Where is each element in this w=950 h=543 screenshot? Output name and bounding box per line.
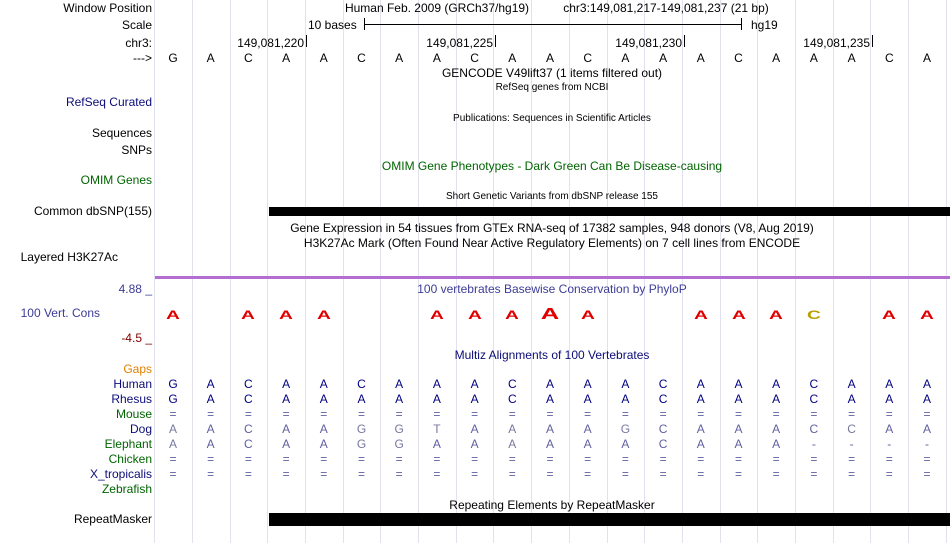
- alignment-base: A: [206, 377, 215, 391]
- alignment-base: =: [772, 407, 780, 421]
- alignment-base: =: [848, 452, 856, 466]
- track-label-column: [0, 0, 154, 543]
- phylop-logo-base: A: [166, 308, 180, 322]
- species-label[interactable]: Chicken: [108, 452, 152, 466]
- gridline: [343, 0, 344, 543]
- ruler-tick: [495, 35, 496, 47]
- alignment-base: A: [282, 422, 291, 436]
- phylop-logo-base: A: [731, 308, 746, 322]
- alignment-base: G: [394, 437, 404, 451]
- alignment-base: =: [621, 467, 629, 481]
- species-label[interactable]: Dog: [129, 422, 152, 436]
- alignment-base: =: [584, 467, 592, 481]
- gridline: [456, 0, 457, 543]
- ruler-tick: [684, 35, 685, 47]
- alignment-base: C: [244, 377, 253, 391]
- alignment-base: A: [206, 422, 215, 436]
- phylop-logo-base: A: [467, 308, 482, 322]
- refseq-curated-label[interactable]: RefSeq Curated: [65, 95, 152, 109]
- gridline: [154, 0, 155, 543]
- alignment-base: C: [809, 422, 819, 436]
- alignment-base: G: [356, 437, 367, 451]
- dbsnp-feature-bar[interactable]: [269, 207, 950, 216]
- alignment-base: A: [319, 392, 328, 406]
- cons-max-label: 4.88 _: [118, 282, 152, 296]
- alignment-base: =: [584, 407, 592, 421]
- alignment-base: =: [546, 407, 554, 421]
- phylop-logo-base: A: [769, 308, 784, 322]
- gtex-track-title[interactable]: Gene Expression in 54 tissues from GTEx RNA-seq of 17382 samples, 948 donors (V8, Aug 2019): [290, 221, 814, 235]
- sequence-base: A: [847, 51, 856, 65]
- alignment-base: C: [244, 437, 253, 451]
- species-label[interactable]: Elephant: [104, 437, 152, 451]
- alignment-base: A: [282, 392, 291, 406]
- publications-track-title[interactable]: Publications: Sequences in Scientific Articles: [453, 113, 651, 124]
- alignment-base: A: [545, 422, 554, 436]
- alignment-base: =: [395, 407, 403, 421]
- alignment-base: A: [206, 392, 215, 406]
- alignment-base: A: [734, 392, 743, 406]
- alignment-base: A: [395, 392, 404, 406]
- alignment-base: =: [772, 467, 780, 481]
- alignment-base: =: [659, 467, 667, 481]
- alignment-base: A: [772, 377, 781, 391]
- scale-bases-label: 10 bases: [308, 18, 357, 32]
- alignment-base: =: [848, 467, 856, 481]
- gridline: [870, 0, 871, 543]
- sequence-base: A: [696, 51, 705, 65]
- alignment-base: =: [508, 407, 516, 421]
- phylop-logo-base: A: [882, 308, 897, 322]
- track-area[interactable]: [155, 0, 950, 543]
- alignment-base: A: [922, 392, 931, 406]
- alignment-base: A: [772, 422, 781, 436]
- scale-label: Scale: [121, 18, 152, 32]
- window-position-label: Window Position: [63, 1, 152, 15]
- gaps-label[interactable]: Gaps: [123, 362, 152, 376]
- sequence-base: G: [168, 51, 178, 65]
- alignment-base: A: [734, 422, 743, 436]
- alignment-base: A: [545, 377, 554, 391]
- ruler-tick-label: 149,081,220: [237, 36, 304, 50]
- alignment-base: =: [169, 452, 177, 466]
- ruler-tick-label: 149,081,235: [803, 36, 870, 50]
- alignment-base: A: [885, 377, 894, 391]
- sequence-base: C: [583, 51, 593, 65]
- assembly-title: Human Feb. 2009 (GRCh37/hg19): [344, 1, 530, 15]
- alignment-base: C: [809, 392, 819, 406]
- alignment-base: T: [433, 422, 441, 436]
- sequence-base: A: [621, 51, 630, 65]
- alignment-base: =: [433, 407, 441, 421]
- refseq-track-title[interactable]: RefSeq genes from NCBI: [495, 82, 609, 93]
- alignment-base: =: [320, 452, 328, 466]
- alignment-base: A: [696, 437, 705, 451]
- alignment-base: =: [282, 452, 290, 466]
- species-label[interactable]: Mouse: [115, 407, 152, 421]
- sequence-base: A: [319, 51, 328, 65]
- alignment-base: =: [659, 452, 667, 466]
- alignment-base: A: [432, 392, 441, 406]
- alignment-base: =: [508, 467, 516, 481]
- alignment-base: =: [169, 407, 177, 421]
- sequence-base: C: [244, 51, 253, 65]
- gridline: [305, 0, 306, 543]
- alignment-base: -: [849, 437, 854, 451]
- sequence-base: A: [282, 51, 291, 65]
- alignment-base: A: [621, 437, 630, 451]
- alignment-base: =: [621, 407, 629, 421]
- alignment-base: A: [583, 422, 592, 436]
- gridline: [720, 0, 721, 543]
- gridline: [493, 0, 494, 543]
- phylop-logo-base: A: [505, 308, 520, 322]
- alignment-base: A: [734, 377, 743, 391]
- alignment-base: =: [621, 452, 629, 466]
- alignment-base: A: [168, 437, 177, 451]
- alignment-base: A: [922, 377, 931, 391]
- alignment-base: =: [207, 467, 215, 481]
- cons-min-label: -4.5 _: [121, 331, 152, 345]
- alignment-base: =: [810, 407, 818, 421]
- alignment-base: A: [696, 392, 705, 406]
- position-title: chr3:149,081,217-149,081,237 (21 bp): [563, 1, 769, 15]
- alignment-base: A: [545, 392, 554, 406]
- chr-label: chr3:: [125, 36, 152, 50]
- sequences-label[interactable]: Sequences: [91, 126, 152, 140]
- sequence-base: A: [508, 51, 517, 65]
- alignment-base: =: [885, 452, 893, 466]
- alignment-base: A: [470, 437, 479, 451]
- scale-bar: [364, 24, 741, 25]
- ruler-tick: [306, 35, 307, 47]
- alignment-base: =: [169, 467, 177, 481]
- alignment-base: -: [811, 437, 816, 451]
- repeatmasker-feature-bar[interactable]: [269, 513, 950, 526]
- alignment-base: =: [244, 467, 252, 481]
- alignment-base: G: [168, 392, 178, 406]
- gencode-track-title[interactable]: GENCODE V49lift37 (1 items filtered out): [441, 66, 663, 80]
- scale-right-tick: [741, 18, 742, 30]
- alignment-base: G: [620, 422, 631, 436]
- alignment-base: =: [772, 452, 780, 466]
- alignment-base: =: [734, 467, 742, 481]
- alignment-base: =: [244, 452, 252, 466]
- sequence-base: C: [470, 51, 479, 65]
- ruler-tick-label: 149,081,225: [426, 36, 493, 50]
- repeatmasker-track-title[interactable]: Repeating Elements by RepeatMasker: [449, 498, 655, 512]
- alignment-base: A: [508, 422, 517, 436]
- alignment-base: -: [887, 437, 892, 451]
- sequence-base: A: [206, 51, 215, 65]
- alignment-base: C: [357, 377, 366, 391]
- sequence-base: A: [922, 51, 931, 65]
- phylop-logo-base: A: [693, 308, 708, 322]
- alignment-base: =: [848, 407, 856, 421]
- multiz-track-title[interactable]: Multiz Alignments of 100 Vertebrates: [454, 348, 650, 362]
- alignment-base: G: [356, 422, 367, 436]
- alignment-base: A: [319, 377, 328, 391]
- phylop-logo-base: A: [316, 308, 331, 322]
- alignment-base: =: [471, 467, 479, 481]
- alignment-base: A: [847, 377, 856, 391]
- alignment-base: A: [885, 392, 894, 406]
- alignment-base: =: [320, 407, 328, 421]
- phylop-logo-base: A: [241, 308, 256, 322]
- alignment-base: G: [168, 377, 178, 391]
- alignment-base: =: [923, 407, 931, 421]
- alignment-base: =: [697, 452, 705, 466]
- alignment-base: G: [394, 422, 404, 436]
- phylop-track-title[interactable]: 100 vertebrates Basewise Conservation by PhyloP: [417, 282, 687, 296]
- alignment-base: C: [244, 392, 253, 406]
- h3k27ac-signal-bar: [155, 276, 950, 279]
- alignment-base: C: [658, 437, 668, 451]
- phylop-logo-base: A: [920, 308, 934, 322]
- alignment-base: =: [734, 407, 742, 421]
- species-label[interactable]: Zebrafish: [101, 482, 152, 496]
- alignment-base: =: [508, 452, 516, 466]
- gridline: [192, 0, 193, 543]
- alignment-base: =: [810, 467, 818, 481]
- alignment-base: C: [809, 377, 819, 391]
- alignment-base: =: [885, 467, 893, 481]
- alignment-base: =: [357, 452, 365, 466]
- alignment-base: A: [470, 422, 479, 436]
- gridline: [267, 0, 268, 543]
- species-labels: [0, 0, 154, 543]
- alignment-base: =: [357, 407, 365, 421]
- alignment-base: A: [696, 422, 705, 436]
- sequence-base: A: [809, 51, 818, 65]
- alignment-base: A: [432, 377, 441, 391]
- alignment-base: A: [696, 377, 705, 391]
- alignment-base: =: [734, 452, 742, 466]
- alignment-base: =: [885, 407, 893, 421]
- alignment-base: =: [282, 467, 290, 481]
- alignment-base: A: [282, 377, 291, 391]
- alignment-base: A: [772, 392, 781, 406]
- alignment-base: =: [244, 407, 252, 421]
- alignment-base: C: [658, 392, 668, 406]
- alignment-base: A: [583, 437, 592, 451]
- ruler-tick-label: 149,081,230: [615, 36, 682, 50]
- alignment-base: =: [471, 452, 479, 466]
- phylop-logo-base: A: [279, 308, 294, 322]
- alignment-base: C: [244, 422, 253, 436]
- common-dbsnp-label[interactable]: Common dbSNP(155): [33, 204, 152, 218]
- sequence-base: A: [772, 51, 781, 65]
- alignment-base: =: [207, 407, 215, 421]
- alignment-base: A: [583, 377, 592, 391]
- sequence-base: C: [884, 51, 894, 65]
- alignment-base: -: [925, 437, 929, 451]
- alignment-base: A: [168, 422, 177, 436]
- alignment-base: A: [545, 437, 554, 451]
- gridline: [230, 0, 231, 543]
- alignment-base: A: [470, 377, 479, 391]
- alignment-base: A: [583, 392, 592, 406]
- gridline: [380, 0, 381, 543]
- alignment-base: A: [847, 392, 856, 406]
- alignment-base: C: [658, 422, 668, 436]
- alignment-base: A: [357, 392, 366, 406]
- alignment-base: =: [923, 467, 931, 481]
- gridline: [644, 0, 645, 543]
- phylop-logo-base: C: [806, 308, 821, 322]
- alignment-base: A: [282, 437, 291, 451]
- species-label[interactable]: X_tropicalis: [89, 467, 152, 481]
- gridline: [795, 0, 796, 543]
- alignment-base: =: [659, 407, 667, 421]
- phylop-logo-base: A: [580, 308, 595, 322]
- gridline: [682, 0, 683, 543]
- alignment-base: A: [621, 392, 630, 406]
- alignment-base: C: [507, 392, 517, 406]
- alignment-base: =: [395, 467, 403, 481]
- alignment-base: =: [810, 452, 818, 466]
- alignment-base: A: [621, 377, 630, 391]
- snps-label[interactable]: SNPs: [121, 143, 152, 157]
- scale-db-label: hg19: [751, 18, 778, 32]
- alignment-base: A: [319, 437, 328, 451]
- gridline: [833, 0, 834, 543]
- alignment-base: =: [546, 452, 554, 466]
- alignment-base: =: [433, 467, 441, 481]
- alignment-base: A: [206, 437, 215, 451]
- alignment-base: =: [584, 452, 592, 466]
- alignment-base: A: [508, 437, 517, 451]
- gridline: [946, 0, 947, 543]
- vert-cons-label[interactable]: 100 Vert. Cons: [20, 306, 100, 320]
- alignment-base: C: [507, 377, 517, 391]
- alignment-base: A: [470, 392, 479, 406]
- alignment-base: =: [923, 452, 931, 466]
- alignment-base: =: [697, 407, 705, 421]
- gridline: [757, 0, 758, 543]
- sequence-base: C: [734, 51, 743, 65]
- repeatmasker-label[interactable]: RepeatMasker: [73, 512, 152, 526]
- sequence-base: A: [659, 51, 668, 65]
- ruler-tick: [872, 35, 873, 47]
- alignment-base: A: [772, 437, 781, 451]
- alignment-base: =: [282, 407, 290, 421]
- alignment-base: =: [471, 407, 479, 421]
- alignment-base: =: [357, 467, 365, 481]
- alignment-base: A: [319, 422, 328, 436]
- alignment-base: A: [734, 437, 743, 451]
- sequence-base: A: [545, 51, 554, 65]
- sequence-base: C: [357, 51, 366, 65]
- sequence-base: A: [395, 51, 404, 65]
- species-label[interactable]: Human: [113, 377, 152, 391]
- strand-arrow-label: --->: [133, 51, 152, 65]
- alignment-base: =: [320, 467, 328, 481]
- alignment-base: =: [546, 467, 554, 481]
- omim-track-title[interactable]: OMIM Gene Phenotypes - Dark Green Can Be Disease-causing: [381, 159, 723, 173]
- gridline: [908, 0, 909, 543]
- alignment-base: =: [697, 467, 705, 481]
- alignment-base: A: [395, 377, 404, 391]
- alignment-base: A: [922, 422, 931, 436]
- phylop-logo-base: A: [429, 308, 444, 322]
- alignment-base: =: [207, 452, 215, 466]
- layered-h3k27ac-label[interactable]: Layered H3K27Ac: [20, 250, 118, 264]
- dbsnp-track-title[interactable]: Short Genetic Variants from dbSNP release 155: [446, 191, 658, 202]
- sequence-base: A: [432, 51, 441, 65]
- alignment-base: =: [395, 452, 403, 466]
- gridline: [418, 0, 419, 543]
- alignment-base: =: [433, 452, 441, 466]
- alignment-base: C: [847, 422, 856, 436]
- alignment-base: C: [658, 377, 668, 391]
- species-label[interactable]: Rhesus: [111, 392, 152, 406]
- alignment-base: A: [885, 422, 894, 436]
- h3k27ac-track-title[interactable]: H3K27Ac Mark (Often Found Near Active Regulatory Elements) on 7 cell lines from ENCODE: [303, 236, 801, 250]
- omim-genes-label[interactable]: OMIM Genes: [80, 173, 152, 187]
- phylop-logo-base: A: [540, 306, 560, 323]
- alignment-base: A: [432, 437, 441, 451]
